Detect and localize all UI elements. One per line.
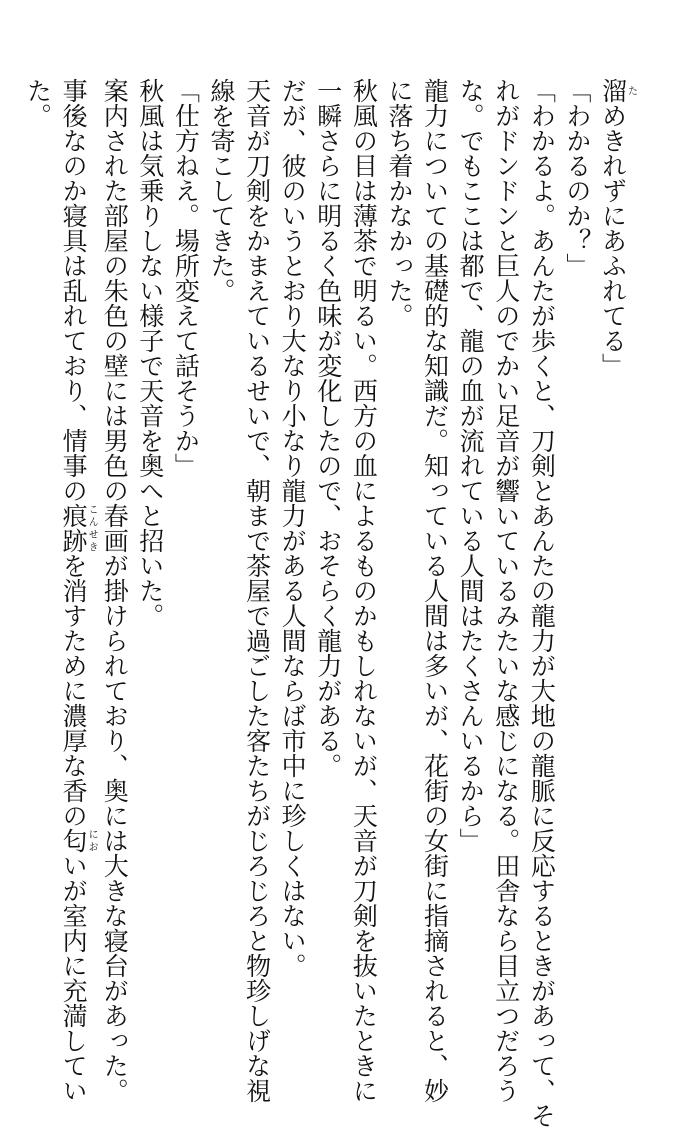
- ruby-annotation: [59, 503, 98, 553]
- text-segment: だが、彼のいうとおり大なり小なり龍力がある人間ならば市中に珍しくはない。: [278, 78, 308, 978]
- text-segment: 秋風は気乗りしない様子で天音を奥へと招いた。: [135, 78, 165, 628]
- text-line: [275, 78, 311, 978]
- ruby-reading: こんせき: [86, 503, 98, 553]
- text-segment: いが室内に充満してい: [59, 853, 89, 1103]
- text-line: [417, 78, 453, 1103]
- ruby-base: 匂: [59, 828, 89, 853]
- text-line: [346, 78, 382, 1103]
- text-line: [97, 78, 133, 1103]
- text-segment: 「わかるのか？」: [562, 78, 592, 278]
- text-segment: 天音が刀剣をかまえているせいで、朝まで茶屋で過ごした客たちがじろじろと物珍しげな視: [242, 78, 272, 1103]
- text-line: [524, 78, 560, 1128]
- text-segment: 一瞬さらに明るく色味が変化したので、おそらく龍力がある。: [313, 78, 343, 778]
- text-segment: めきれずにあふれてる」: [598, 103, 628, 378]
- text-segment: 案内された部屋の朱色の壁には男色の春画が掛けられており、奥には大きな寝台があった。: [100, 78, 130, 1103]
- text-segment: な。でもここは都で、龍の血が流れている人間はたくさんいるから」: [456, 78, 486, 853]
- text-segment: た。: [23, 78, 53, 128]
- text-line: [56, 78, 98, 1103]
- ruby-annotation: [598, 78, 637, 103]
- text-segment: 「仕方ねえ。場所変えて話そうか」: [171, 78, 201, 478]
- ruby-annotation: [59, 828, 98, 853]
- text-line: [168, 78, 204, 978]
- ruby-reading: にお: [86, 828, 98, 853]
- text-line: [381, 78, 417, 978]
- text-segment: 線を寄こしてきた。: [206, 78, 236, 303]
- text-segment: れがドンドンと巨人のでかい足音が響いているみたいな感じになる。田舎なら目立つだろう: [491, 78, 521, 1103]
- text-line: [203, 78, 239, 978]
- text-line: [20, 78, 56, 978]
- text-line: [132, 78, 168, 978]
- text-line: [239, 78, 275, 1103]
- text-line: [488, 78, 524, 1103]
- ruby-base: 溜: [598, 78, 628, 103]
- text-segment: 秋風の目は薄茶で明るい。西方の血によるものかもしれないが、天音が刀剣を抜いたときに: [349, 78, 379, 1103]
- text-segment: 龍力についての基礎的な知識だ。知っている人間は多いが、花街の女街に指摘されると、妙: [420, 78, 450, 1103]
- text-segment: を消すために濃厚な香の: [59, 553, 89, 828]
- text-line: [595, 78, 636, 978]
- ruby-reading: た: [625, 78, 637, 103]
- text-segment: 「わかるよ。あんたが歩くと、刀剣とあんたの龍力が大地の龍脈に反応するときがあって、そ: [527, 78, 557, 1128]
- text-line: [310, 78, 346, 978]
- ruby-base: 痕跡: [59, 503, 89, 553]
- text-line: [559, 78, 595, 978]
- text-line: [453, 78, 489, 978]
- novel-page: [23, 78, 637, 1128]
- text-segment: 事後なのか寝具は乱れており、情事の: [59, 78, 89, 503]
- text-segment: に落ち着かなかった。: [384, 78, 414, 328]
